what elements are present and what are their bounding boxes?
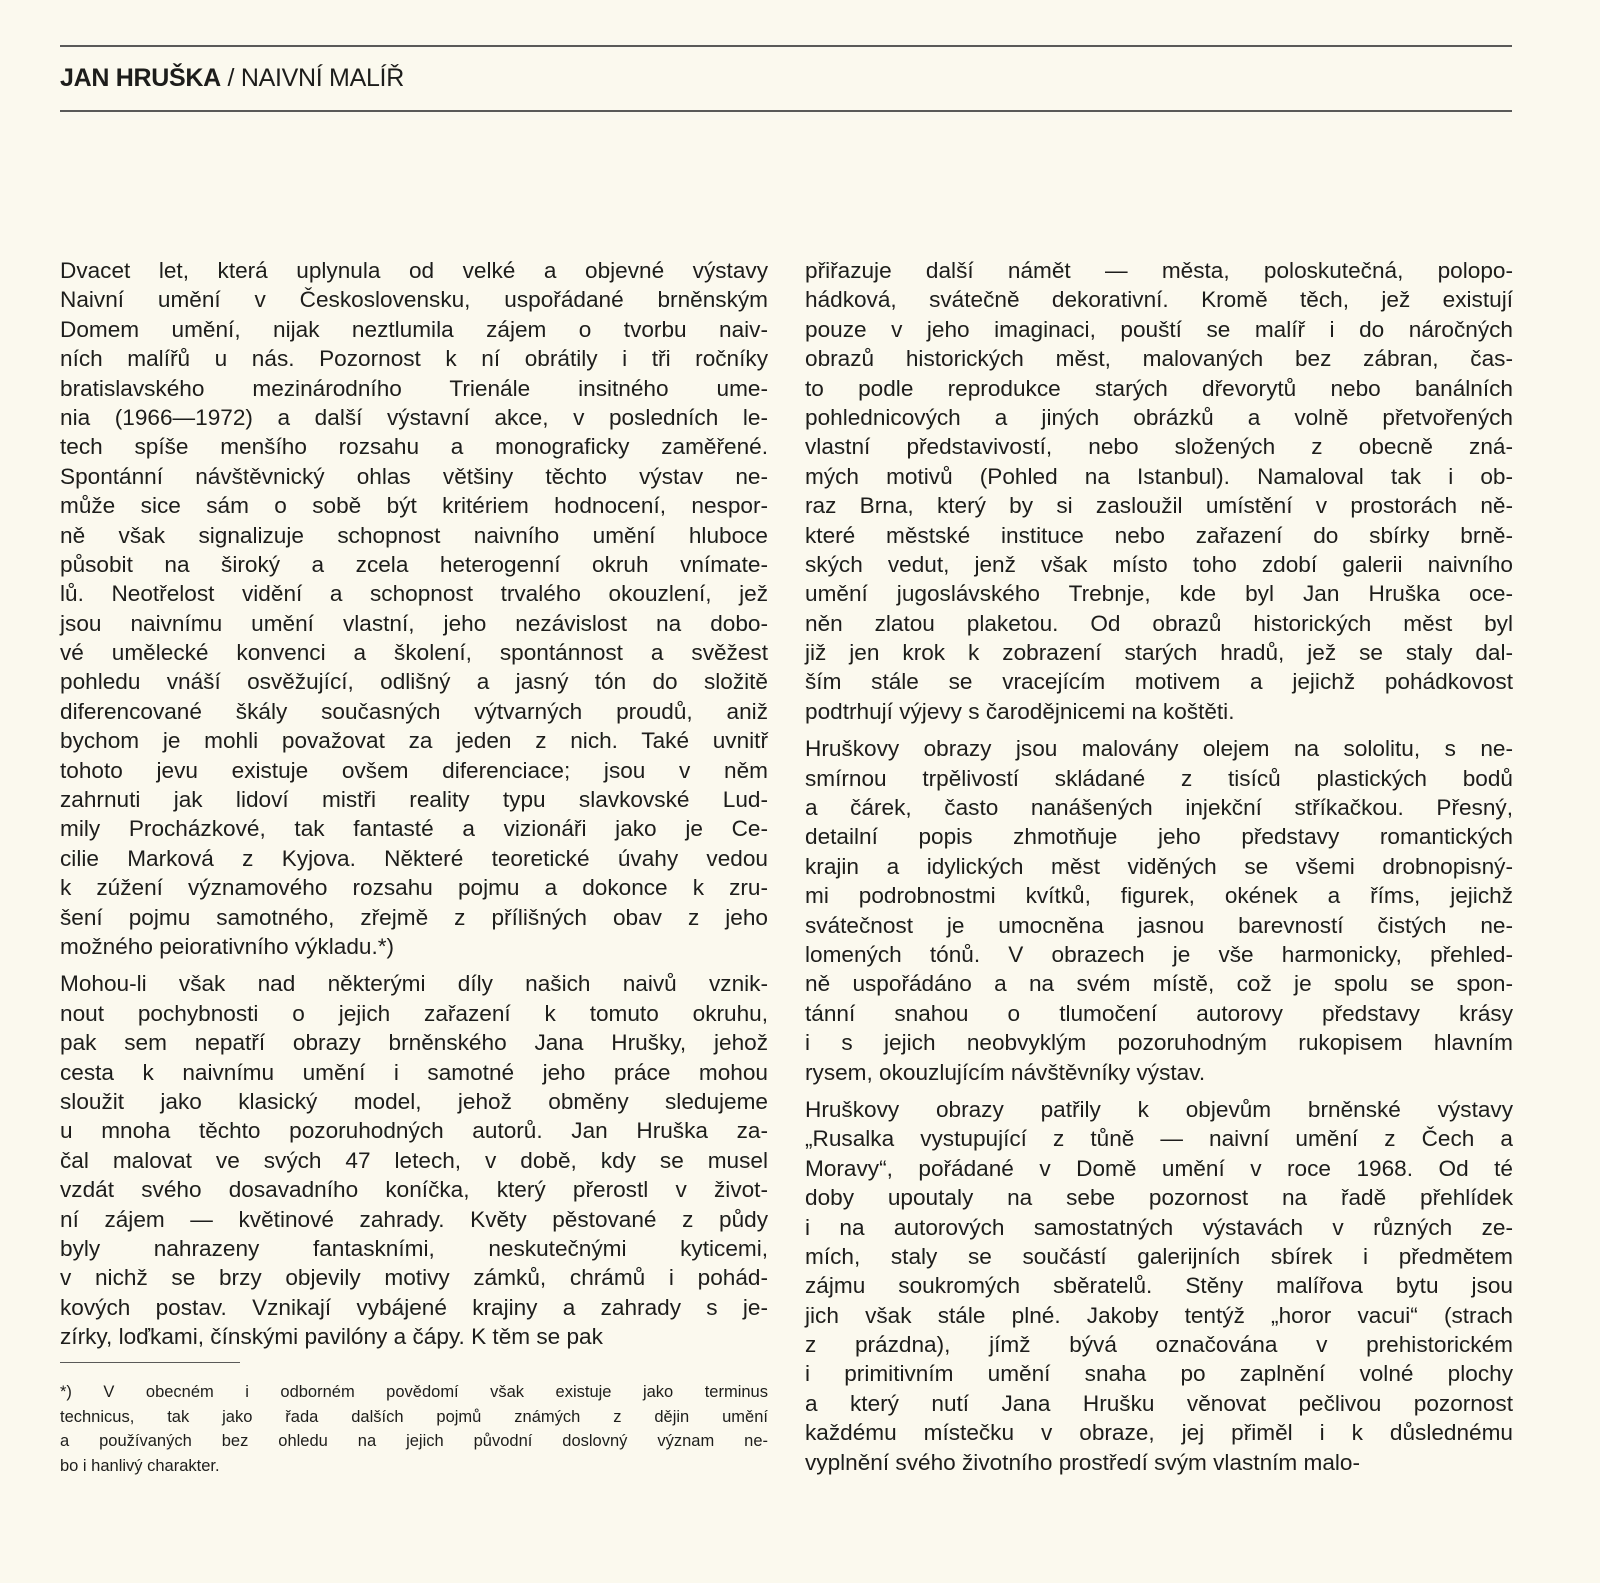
text-line: kových postav. Vznikají vybájené krajiny a zahrady s je- [60,1294,768,1320]
text-line: jich však stále plné. Jakoby tentýž „horor vacui“ (strach [805,1302,1513,1328]
page-header [60,64,404,93]
text-line: bratislavského mezinárodního Trienále insitného ume- [60,375,768,401]
text-line: krajin a idylických měst viděných se všemi drobnopisný- [805,853,1513,879]
text-line: vé umělecké konvenci a školení, spontánnost a svěžest [60,640,768,666]
text-line: smírnou trpělivostí skládané z tisíců plastických bodů [805,765,1513,791]
text-line: jsou naivnímu umění vlastní, jeho nezávislost na dobo- [60,610,768,636]
text-line: šení pojmu samotného, zřejmě z přílišných obav z jeho [60,904,768,930]
footnote-rule [60,1362,240,1363]
text-line: Naivní umění v Československu, uspořádané brněnským [60,287,768,313]
text-line: nout pochybnosti o jejich zařazení k tomuto okruhu, [60,1000,768,1026]
text-line: obrazů historických měst, malovaných bez zábran, čas- [805,346,1513,372]
text-line: lomených tónů. V obrazech je vše harmonicky, přehled- [805,941,1513,967]
text-line: raz Brna, který by si zasloužil umístění v prostorách ně- [805,493,1513,519]
text-line: umění jugoslávského Trebnje, kde byl Jan Hruška oce- [805,581,1513,607]
text-line: mily Procházkové, tak fantasté a vizionáři jako je Ce- [60,816,768,842]
text-line: mi podrobnostmi kvítků, figurek, okének a říms, jejichž [805,883,1513,909]
text-line: možného peiorativního výkladu.*) [60,933,395,959]
text-line: sloužit jako klasický model, jehož obměny sledujeme [60,1088,768,1114]
text-line: Moravy“, pořádané v Domě umění v roce 1968. Od té [805,1155,1513,1181]
text-line: hádková, svátečně dekorativní. Kromě těch, jež existují [805,287,1513,313]
text-line: „Rusalka vystupující z tůně — naivní umění z Čech a [805,1126,1513,1152]
text-line: v nichž se brzy objevily motivy zámků, chrámů i pohád- [60,1265,768,1291]
header-separator: / [220,64,241,92]
text-line: působit na široký a zcela heterogenní okruh vnímate- [60,551,768,577]
text-line: tánní snahou o tlumočení autorovy představy krásy [805,1000,1513,1026]
left-column [60,256,768,1359]
footnote-line: bo i hanlivý charakter. [60,1456,220,1475]
text-line: i na autorových samostatných výstavách v různých ze- [805,1214,1513,1240]
text-line: mích, staly se součástí galerijních sbírek i předmětem [805,1243,1513,1269]
text-line: Domem umění, nijak neztlumila zájem o tvorbu naiv- [60,316,768,342]
text-line: vzdát svého dosavadního koníčka, který přerostl v život- [60,1177,768,1203]
text-line: ních malířů u nás. Pozornost k ní obrátily i tři ročníky [60,346,768,372]
paragraph [60,256,768,961]
text-line: Hruškovy obrazy jsou malovány olejem na sololitu, s ne- [805,736,1513,762]
text-line: každému místečku v obraze, jej přiměl i k důslednému [805,1420,1513,1446]
text-line: již jen krok k zobrazení starých hradů, jež se staly dal- [805,640,1513,666]
footnote-line: *) V obecném i odborném povědomí však existuje jako terminus [60,1383,768,1401]
text-line: z prázdna), jímž bývá označována v prehistorickém [805,1332,1513,1358]
text-line: mých motivů (Pohled na Istanbul). Namaloval tak i ob- [805,463,1513,489]
right-column [805,256,1513,1485]
text-line: pohledu vnáší osvěžující, odlišný a jasný tón do složitě [60,669,768,695]
text-line: tohoto jevu existuje ovšem diferenciace; jsou v něm [60,757,768,783]
text-line: něn zlatou plaketou. Od obrazů historických měst byl [805,610,1513,636]
text-line: zájmu soukromých sběratelů. Stěny malířova bytu jsou [805,1273,1513,1299]
text-line: i primitivním umění snaha po zaplnění volné plochy [805,1361,1513,1387]
text-line: nia (1966—1972) a další výstavní akce, v posledních le- [60,404,768,430]
text-line: Mohou-li však nad některými díly našich naivů vznik- [60,971,768,997]
text-line: cilie Marková z Kyjova. Některé teoretické úvahy vedou [60,845,768,871]
text-line: to podle reprodukce starých dřevorytů nebo banálních [805,375,1513,401]
text-line: Spontánní návštěvnický ohlas většiny těchto výstav ne- [60,463,768,489]
text-line: ských vedut, jenž však místo toho zdobí galerii naivního [805,551,1513,577]
paragraph [60,969,768,1351]
text-line: k zúžení významového rozsahu pojmu a dokonce k zru- [60,875,768,901]
text-line: vyplnění svého životního prostředí svým vlastním malo- [805,1449,1361,1475]
footnote [60,1380,768,1478]
text-line: ně však signalizuje schopnost naivního umění hluboce [60,522,768,548]
text-line: které městské instituce nebo zařazení do sbírky brně- [805,522,1513,548]
paragraph [805,256,1513,726]
text-line: a čárek, často nanášených injekční stříkačkou. Přesný, [805,795,1513,821]
text-line: přiřazuje další námět — města, poloskutečná, polopo- [805,258,1513,283]
text-line: ším stále se vracejícím motivem a jejichž pohádkovost [805,669,1513,695]
header-author: JAN HRUŠKA [60,64,221,92]
text-line: byly nahrazeny fantaskními, neskutečnými kyticemi, [60,1235,768,1261]
text-line: tech spíše menšího rozsahu a monograficky zaměřené. [60,434,768,460]
text-line: vlastní představivostí, nebo složených z obecně zná- [805,434,1513,460]
text-line: zírky, loďkami, čínskými pavilóny a čápy. K těm se pak [60,1324,603,1350]
text-line: Dvacet let, která uplynula od velké a objevné výstavy [60,258,768,283]
text-line: pohlednicových a jiných obrázků a volně přetvořených [805,404,1513,430]
text-line: i s jejich neobvyklým pozoruhodným rukopisem hlavním [805,1030,1513,1056]
text-line: rysem, okouzlujícím návštěvníky výstav. [805,1059,1206,1085]
text-line: cesta k naivnímu umění i samotné jeho práce mohou [60,1059,768,1085]
paragraph [805,1095,1513,1477]
text-line: diferencované škály současných výtvarných proudů, aniž [60,698,768,724]
header-bottom-rule [60,110,1512,112]
text-line: podtrhují výjevy s čarodějnicemi na koštěti. [805,698,1235,724]
text-line: lů. Neotřelost vidění a schopnost trvalého okouzlení, jež [60,581,768,607]
text-line: Hruškovy obrazy patřily k objevům brněnské výstavy [805,1096,1513,1122]
text-line: doby upoutaly na sebe pozornost na řadě přehlídek [805,1185,1513,1211]
footnote-line: technicus, tak jako řada dalších pojmů známých z dějin umění [60,1407,768,1426]
text-line: a který nutí Jana Hrušku věnovat pečlivou pozornost [805,1390,1513,1416]
text-line: u mnoha těchto pozoruhodných autorů. Jan Hruška za- [60,1118,768,1144]
top-rule [60,45,1512,47]
text-line: pouze v jeho imaginaci, pouští se malíř i do náročných [805,316,1513,342]
footnote-line: a používaných bez ohledu na jejich původní doslovný význam ne- [60,1432,768,1450]
text-line: může sice sám o sobě být kritériem hodnocení, nespor- [60,493,768,519]
paragraph [805,734,1513,1087]
text-line: svátečnost je umocněna jasnou barevností čistých ne- [805,912,1513,938]
text-line: pak sem nepatří obrazy brněnského Jana Hrušky, jehož [60,1030,768,1056]
text-line: ně uspořádáno a na svém místě, což je spolu se spon- [805,971,1513,997]
text-line: bychom je mohli považovat za jeden z nich. Také uvnitř [60,728,768,754]
text-line: ní zájem — květinové zahrady. Květy pěstované z půdy [60,1206,768,1232]
text-line: detailní popis zhmotňuje jeho představy romantických [805,824,1513,850]
header-subtitle: NAIVNÍ MALÍŘ [240,64,404,92]
text-line: zahrnuti jak lidoví mistři reality typu slavkovské Lud- [60,787,768,813]
text-line: čal malovat ve svých 47 letech, v době, kdy se musel [60,1147,768,1173]
